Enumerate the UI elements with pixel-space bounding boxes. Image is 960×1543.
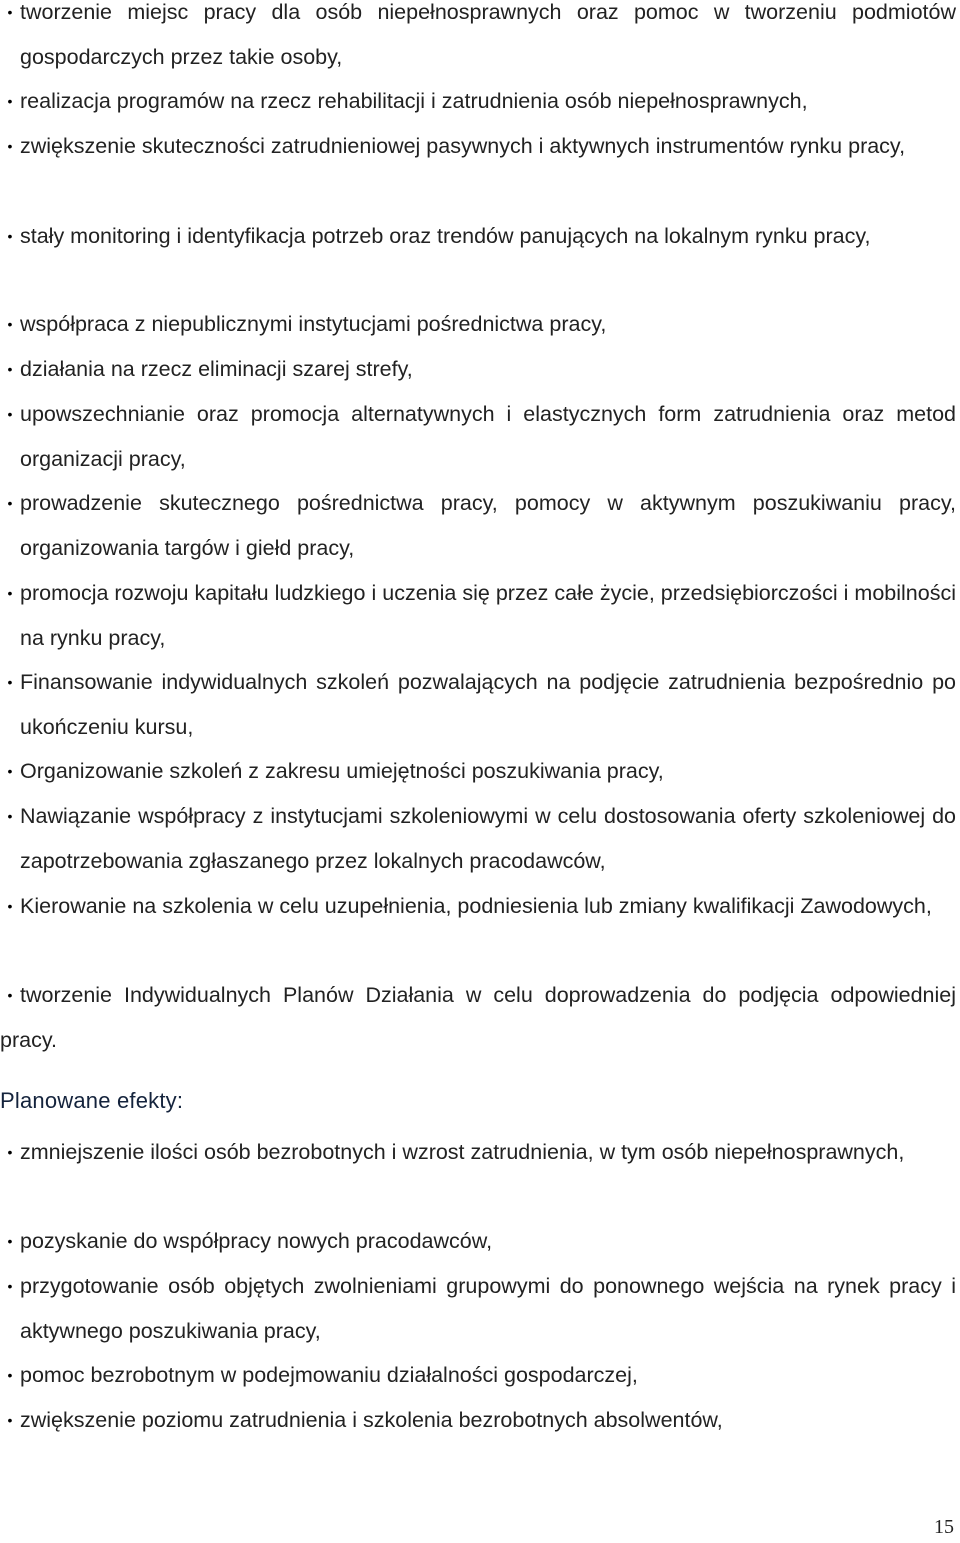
bullet-icon: • (7, 1412, 13, 1428)
list-item-text: promocja rozwoju kapitału ludzkiego i uczenia się przez całe życie, przedsiębiorczości i mobilności na rynku pracy, (20, 581, 956, 650)
list-item (0, 481, 956, 570)
list-item-text: tworzenie Indywidualnych Planów Działania w celu doprowadzenia do podjęcia odpowiedniej pracy. (0, 983, 956, 1052)
bullet-icon: • (7, 808, 13, 824)
list-item (0, 571, 956, 660)
list-item-text: stały monitoring i identyfikacja potrzeb oraz trendów panujących na lokalnym rynku pracy, (20, 224, 871, 248)
list-item (0, 0, 956, 79)
bullet-icon: • (7, 228, 13, 244)
list-item (0, 1130, 956, 1175)
list-item-text: zwiększenie skuteczności zatrudnieniowej pasywnych i aktywnych instrumentów rynku pracy, (20, 134, 906, 158)
list-item-text: pozyskanie do współpracy nowych pracodawców, (20, 1229, 493, 1253)
bullet-icon: • (7, 1233, 13, 1249)
page-number: 15 (934, 1516, 954, 1538)
list-item (0, 392, 956, 481)
bullet-icon: • (7, 316, 13, 332)
list-item (0, 1398, 956, 1443)
list-item-text: prowadzenie skutecznego pośrednictwa pracy, pomocy w aktywnym poszukiwaniu pracy, organizowania targów i giełd pracy, (20, 491, 956, 560)
list-item (0, 79, 956, 124)
bullet-icon: • (7, 4, 13, 20)
list-item-text: Nawiązanie współpracy z instytucjami szkoleniowymi w celu dostosowania oferty szkoleniowej do zapotrzebowania zgłaszanego przez lokalnych pracodawców, (20, 804, 956, 873)
bullet-icon: • (7, 763, 13, 779)
list-item-text: Finansowanie indywidualnych szkoleń pozwalających na podjęcie zatrudnienia bezpośrednio po ukończeniu kursu, (20, 670, 956, 739)
list-item (0, 1353, 956, 1398)
list-item-text: działania na rzecz eliminacji szarej strefy, (20, 357, 413, 381)
list-item-text: upowszechnianie oraz promocja alternatywnych i elastycznych form zatrudnienia oraz metod organizacji pracy, (20, 402, 956, 471)
list-item-text: współpraca z niepublicznymi instytucjami pośrednictwa pracy, (20, 312, 607, 336)
list-item (0, 214, 956, 259)
list-item-text: zwiększenie poziomu zatrudnienia i szkolenia bezrobotnych absolwentów, (20, 1408, 723, 1432)
bullet-icon: • (7, 898, 13, 914)
bullet-icon: • (7, 361, 13, 377)
list-item-text: zmniejszenie ilości osób bezrobotnych i wzrost zatrudnienia, w tym osób niepełnosprawnych, (20, 1140, 905, 1164)
list-item (0, 973, 956, 1062)
bullet-icon: • (7, 1278, 13, 1294)
list-item (0, 124, 956, 169)
bullet-icon: • (7, 1144, 13, 1160)
bullet-icon: • (7, 674, 13, 690)
list-item-text: Kierowanie na szkolenia w celu uzupełnienia, podniesienia lub zmiany kwalifikacji Zawodowych, (20, 894, 932, 918)
bullet-icon: • (7, 495, 13, 511)
list-item-text: tworzenie miejsc pracy dla osób niepełnosprawnych oraz pomoc w tworzeniu podmiotów gospodarczych przez takie osoby, (20, 0, 956, 69)
list-item (0, 302, 956, 347)
list-item-text: przygotowanie osób objętych zwolnieniami grupowymi do ponownego wejścia na rynek pracy i aktywnego poszukiwania pracy, (20, 1274, 956, 1343)
list-item-text: realizacja programów na rzecz rehabilitacji i zatrudnienia osób niepełnosprawnych, (20, 89, 808, 113)
bullet-icon: • (7, 406, 13, 422)
list-item (0, 1219, 956, 1264)
list-item (0, 794, 956, 883)
bullet-icon: • (7, 585, 13, 601)
bullet-icon: • (7, 93, 13, 109)
list-item (0, 1264, 956, 1353)
list-item (0, 749, 956, 794)
list-item (0, 660, 956, 749)
bullet-icon: • (7, 1367, 13, 1383)
list-item (0, 347, 956, 392)
list-item-text: pomoc bezrobotnym w podejmowaniu działalności gospodarczej, (20, 1363, 638, 1387)
bullet-icon: • (7, 138, 13, 154)
section-heading: Planowane efekty: (0, 1088, 184, 1113)
list-item (0, 884, 956, 929)
bullet-icon: • (7, 987, 13, 1003)
list-item-text: Organizowanie szkoleń z zakresu umiejętności poszukiwania pracy, (20, 759, 664, 783)
